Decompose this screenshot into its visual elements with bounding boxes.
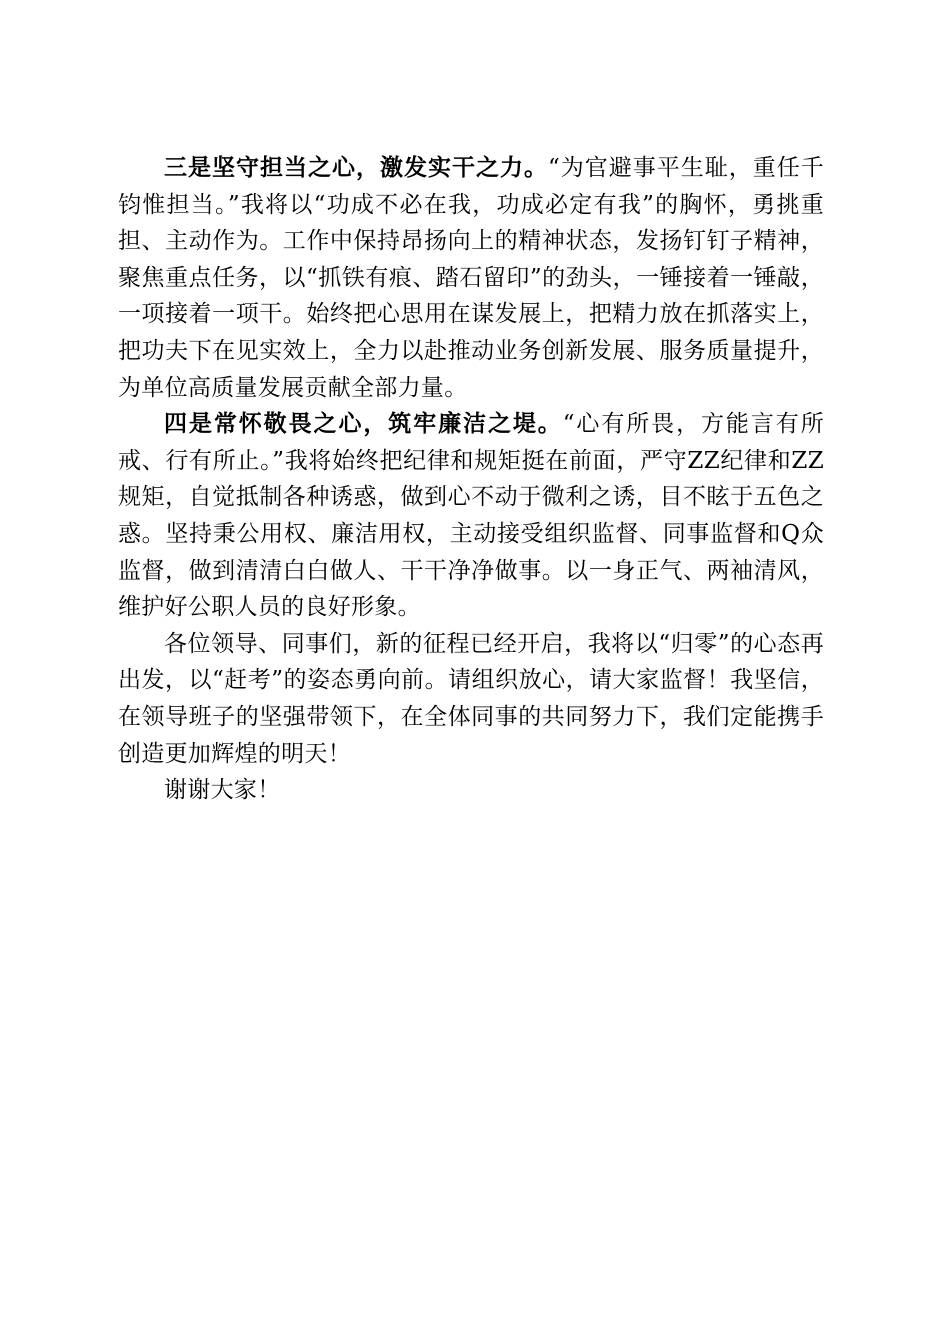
paragraph-lead-heading: 四是常怀敬畏之心，筑牢廉洁之堤。 (164, 410, 563, 438)
paragraph-lead-heading: 三是坚守担当之心，激发实干之力。 (164, 154, 548, 181)
paragraph-fourth-point (118, 406, 824, 626)
paragraph-text: “为官避事平生耻，重任千钧惟担当。”我将以“功成不必在我，功成必定有我”的胸怀，勇挑重担、主动作为。工作中保持昂扬向上的精神状态，发扬钉钉子精神，聚焦重点任务，以“抓铁有痕、踏石留印”的劲头，一锤接着一锤敲，一项接着一项干。始终把心思用在谋发展上，把精力放在抓落实上，把功夫下在见实效上，全力以赴推动业务创新发展、服务质量提升，为单位高质量发展贡献全部力量。 (118, 155, 824, 401)
paragraph-closing-remarks (118, 626, 824, 772)
paragraph-thanks (118, 772, 824, 809)
document-body (118, 150, 824, 809)
paragraph-text: 各位领导、同事们，新的征程已经开启，我将以“归零”的心态再出发，以“赶考”的姿态勇向前。请组织放心，请大家监督！我坚信，在领导班子的坚强带领下，在全体同事的共同努力下，我们定能携手创造更加辉煌的明天！ (118, 630, 824, 767)
paragraph-text: 谢谢大家！ (164, 777, 281, 804)
paragraph-text: “心有所畏，方能言有所戒、行有所止。”我将始终把纪律和规矩挺在前面，严守ZZ纪律和ZZ规矩，自觉抵制各种诱惑，做到心不动于微利之诱，目不眩于五色之惑。坚持秉公用权、廉洁用权，主动接受组织监督、同事监督和Q众监督，做到清清白白做人、干干净净做事。以一身正气、两袖清风，维护好公职人员的良好形象。 (118, 411, 824, 621)
paragraph-third-point (118, 150, 824, 406)
